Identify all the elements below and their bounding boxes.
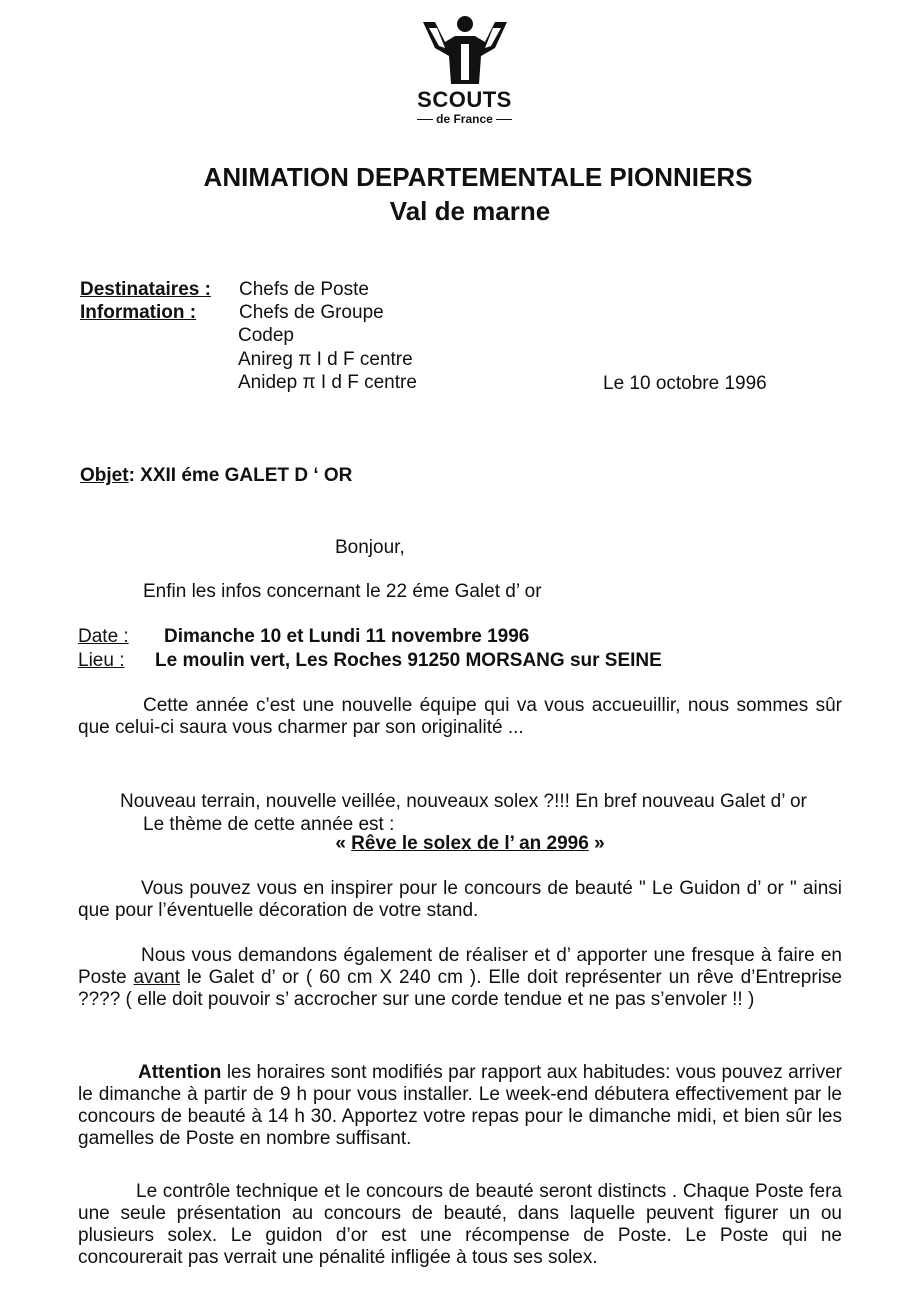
date-label: Date : bbox=[78, 626, 129, 647]
theme-intro: Le thème de cette année est : bbox=[143, 814, 395, 835]
document-title: ANIMATION DEPARTEMENTALE PIONNIERS bbox=[203, 162, 753, 192]
recipient-line: Chefs de Poste bbox=[239, 279, 369, 300]
subject-text: : XXII éme GALET D ‘ OR bbox=[128, 465, 353, 486]
paragraph-news: Nouveau terrain, nouvelle veillée, nouveaux solex ?!!! En bref nouveau Galet d’ or bbox=[120, 791, 807, 812]
document-subtitle: Val de marne bbox=[389, 196, 551, 226]
paragraph-new-team: Cette année c’est une nouvelle équipe qui va vous accueuillir, nous sommes sûr que celui-ci saura vous charmer par son originalité ... bbox=[78, 695, 842, 738]
recipients-label: Destinataires : bbox=[80, 279, 211, 300]
theme-line: « Rêve le solex de l’ an 2996 » bbox=[335, 833, 605, 854]
intro-line: Enfin les infos concernant le 22 éme Galet d’ or bbox=[143, 581, 542, 602]
greeting: Bonjour, bbox=[335, 537, 405, 558]
scout-emblem-icon bbox=[415, 14, 515, 88]
paragraph-contest: Le contrôle technique et le concours de beauté seront distincts . Chaque Poste fera une seule présentation au concours de beauté, dans laquelle peuvent figurer un ou plusieurs solex. Le guidon d’or est une récompense de Poste. Le Poste qui ne concourerait pas verrait une pénalité infligée à tous ses solex. bbox=[78, 1181, 842, 1268]
subject-line bbox=[80, 464, 352, 487]
subject-label: Objet bbox=[80, 465, 129, 486]
letter-date: Le 10 octobre 1996 bbox=[603, 373, 767, 394]
logo-title: SCOUTS bbox=[417, 87, 512, 112]
paragraph-attention: Attention les horaires sont modifiés par rapport aux habitudes: vous pouvez arriver le dimanche à partir de 9 h pour vous installer. Le week-end débutera effectivement par le concours de beauté à 14 h 30. Apportez votre repas pour le dimanche midi, et bien sûr les gamelles de Poste en nombre suffisant. bbox=[78, 1062, 842, 1149]
recipient-line: Anireg π I d F centre bbox=[238, 349, 413, 370]
recipient-line: Chefs de Groupe bbox=[239, 302, 384, 323]
place-value: Le moulin vert, Les Roches 91250 MORSANG sur SEINE bbox=[155, 650, 662, 671]
information-label: Information : bbox=[80, 302, 197, 323]
logo-subtitle: de France bbox=[407, 112, 522, 126]
scouts-logo bbox=[407, 14, 522, 126]
paragraph-fresco: Nous vous demandons également de réaliser et d’ apporter une fresque à faire en Poste avant le Galet d’ or ( 60 cm X 240 cm ). Elle doit représenter un rêve d’Entreprise ???? ( elle doit pouvoir s’ accrocher sur une corde tendue et ne pas s’envoler !! ) bbox=[78, 945, 842, 1010]
theme-title: Rêve le solex de l’ an 2996 bbox=[351, 833, 589, 854]
paragraph-inspiration: Vous pouvez vous en inspirer pour le concours de beauté " Le Guidon d’ or " ainsi que pour l’éventuelle décoration de votre stand. bbox=[78, 878, 842, 921]
date-value: Dimanche 10 et Lundi 11 novembre 1996 bbox=[164, 626, 530, 647]
place-label: Lieu : bbox=[78, 650, 125, 671]
recipient-line: Anidep π I d F centre bbox=[238, 372, 417, 393]
recipient-line: Codep bbox=[238, 325, 294, 346]
